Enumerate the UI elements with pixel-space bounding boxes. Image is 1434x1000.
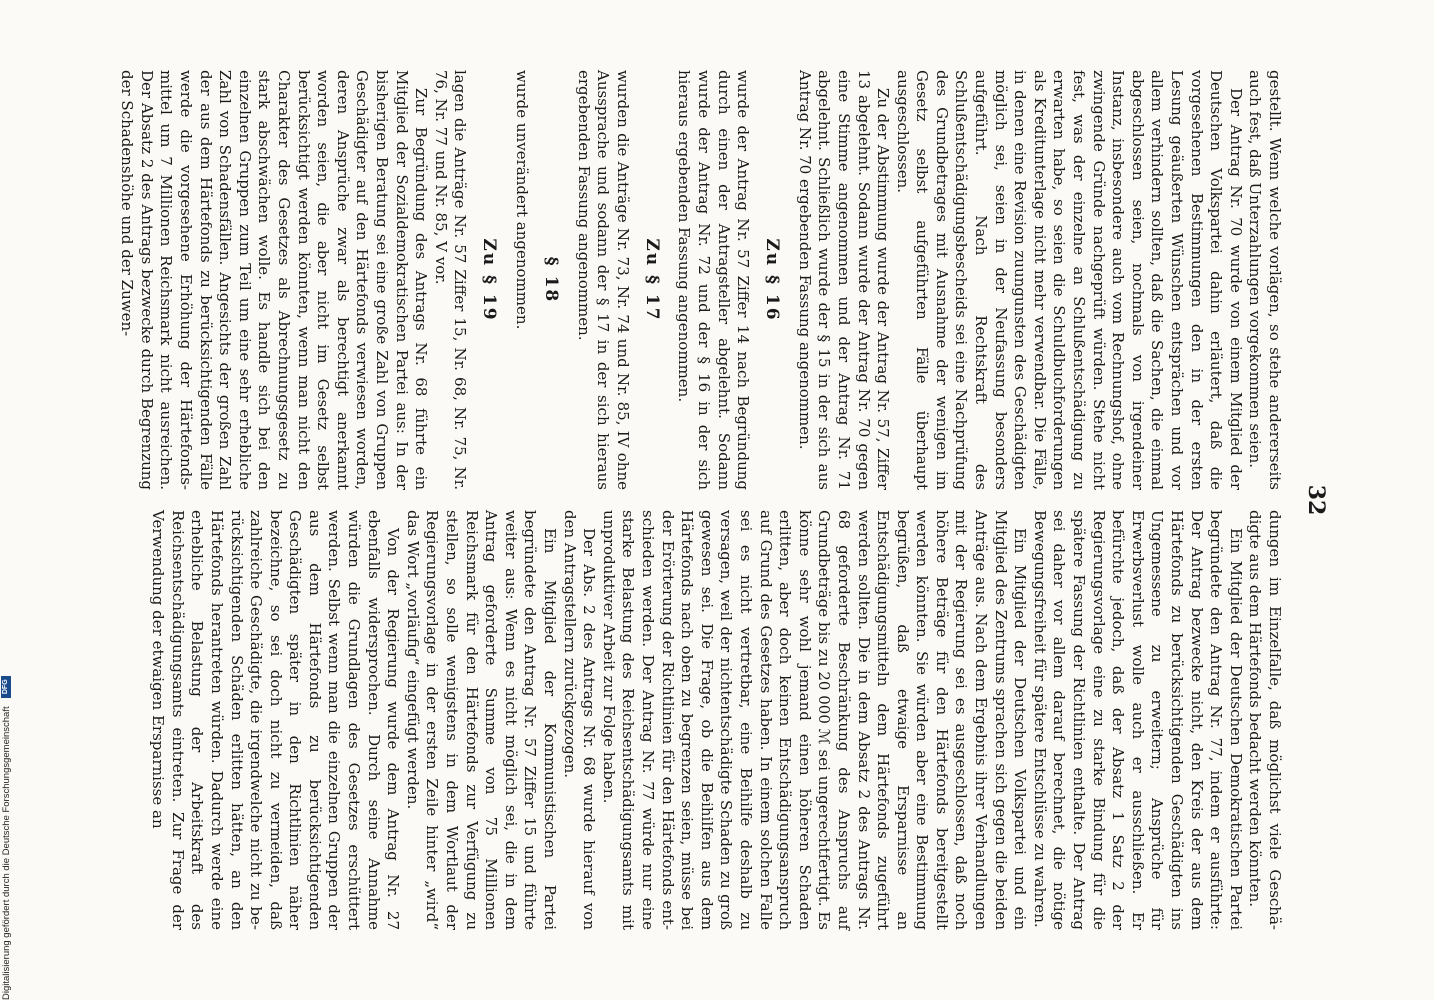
paragraph: wurde unverändert angenommen. [513,70,531,330]
footer-caption: Digitalisierung gefördert durch die Deutsche Forschungsgemeinschaft [1,706,12,1000]
page-number: 32 [1303,484,1329,516]
dfg-footer-text [0,0,14,1000]
paragraph: Der Abs. 2 des Antrags Nr. 68 wurde hierauf von den Antragstellern zurückgezogen. [560,510,599,930]
paragraph: Zur Begründung des Antrags Nr. 68 führte ein Mitglied der Sozialdemokratischen Partei aus: In der bisherigen Beratung sei eine große Zahl von Gruppen Geschädigter auf den Härtefonds verwiesen worden, deren Ansprüche zwar als berechtigt anerkannt worden seien, die aber nicht im Gesetz selbst berücksichtigt werden könnten, wenn man nicht den Charakter des Gesetzes als Abrechnungsgesetz zu stark abschwächen wolle. Es handle sich bei den einzelnen Gruppen zum Teil um eine sehr erhebliche Zahl von Schadensfällen. Angesichts der großen Zahl der aus dem Härtefonds zu berücksichtigenden Fälle werde die vorgesehene Erhöhung der Härtefondsmittel um 7 Millionen Reichsmark nicht ausreichen. Der Absatz 2 des Antrags bezwecke durch Begrenzung der Schadenshöhe und der Zuwen- [118,70,431,490]
paragraph: wurden die Anträge Nr. 73, Nr. 74 und Nr. 85, IV ohne Aussprache und sodann der § 17 in der sich hieraus ergebenden Fassung angenommen. [574,70,632,490]
paragraph: Zu der Abstimmung wurde der Antrag Nr. 57, Ziffer 13 abgelehnt. Sodann wurde der Antrag Nr. 70 gegen eine Stimme angenommen und der Antrag Nr. 71 abgelehnt. Schließlich wurde der § 15 in der sich aus Antrag Nr. 70 ergebenden Fassung angenommen. [795,70,893,490]
rotated-printed-page [118,70,1329,930]
paragraph: lagen die Anträge Nr. 57 Ziffer 15, Nr. 68, Nr. 75, Nr. 76, Nr. 77 und Nr. 85, V vor. [431,70,470,490]
dfg-logo-icon: DFG [1,676,11,698]
section-heading-19: Zu § 19 [479,238,500,322]
paragraph: Der Antrag Nr. 70 wurde von einem Mitglied der Deutschen Volkspartei dahin erläutert, daß die vorgesehenen Bestimmungen den in der ersten Lesung geäußerten Wünschen entsprächen und vor allem verhindern sollten, daß die Sachen, die einmal abgeschlossen seien, nochmals von irgendeiner Instanz, insbesondere auch vom Rechnungshof, ohne zwingende Gründe nachgeprüft würden. Stehe nicht fest, was der einzelne an Schlußentschädigung zu erwarten habe, so seien die Schuldbuchforderungen als Kreditunterlage nicht mehr verwendbar. Die Fälle, in denen eine Revision zuungunsten des Geschädigten möglich sei, seien in der Neufassung besonders aufgeführt. Nach Rechtskraft des Schlußentschädigungsbescheids sei eine Nachprüfung des Grundbetrages mit Ausnahme der wenigen im Gesetz selbst aufgeführten Fälle überhaupt ausgeschlossen. [893,70,1245,490]
paragraph: gestellt. Wenn welche vorlägen, so stehe andererseits auch fest, daß Unterzahlungen vorgekommen seien. [1246,70,1284,490]
paragraph: Ein Mitglied der Deutschen Volkspartei und ein Mitglied des Zentrums sprachen sich gegen die beiden Anträge aus. Nach dem Ergebnis ihrer Verhandlungen mit der Regierung sei es ausgeschlossen, daß noch höhere Beträge für den Härtefonds bereitgestellt werden könnten. Sie würden aber eine Bestimmung begrüßen, daß etwaige Ersparnisse an Entschädigungsmitteln dem Härtefonds zugeführt werden sollten. Die in dem Absatz 2 des Antrags Nr. 68 geforderte Beschränkung des Anspruchs auf Grundbeträge bis zu 20 000 ℳ sei ungerechtfertigt. Es könne sehr wohl jemand einen höheren Schaden erlitten, aber doch keinen Entschädigungsanspruch auf Grund des Gesetzes haben. In einem solchen Falle sei es nicht vertretbar, eine Beihilfe deshalb zu versagen, weil der nichtentschädigte Schaden zu groß gewesen sei. Die Frage, ob die Beihilfen aus dem Härtefonds nach oben zu begrenzen seien, müsse bei der Erörterung der Richtlinien für den Härtefonds entschieden werden. Der Antrag Nr. 77 würde nur eine starke Belastung des Reichsentschädigungsamts mit unproduktiver Arbeit zur Folge haben. [599,510,1030,930]
paragraph: wurde der Antrag Nr. 57 Ziffer 14 nach Begründung durch einen der Antragsteller abgelehnt. Sodann wurde der Antrag Nr. 72 und der § 16 in der sich hieraus ergebenden Fassung angenommen. [675,70,753,490]
section-heading-17: Zu § 17 [641,238,662,322]
paragraph: Ein Mitglied der Deutschen Demokratischen Partei begründete den Antrag Nr. 77, indem er ausführte: Der Antrag bezwecke nicht, den Kreis der aus dem Härtefonds zu berücksichtigenden Geschädigten ins Ungemessene zu erweitern; Ansprüche für Erwerbsverlust wolle auch er ausschließen. Er befürchte jedoch, daß der Absatz 1 Satz 2 der Regierungsvorlage eine zu starke Bindung für die spätere Fassung der Richtlinien enthalte. Der Antrag sei daher vor allem darauf berechnet, die nötige Bewegungsfreiheit für spätere Entschlüsse zu wahren. [1030,510,1245,930]
section-heading-16: Zu § 16 [762,238,783,322]
paragraph: Ein Mitglied der Kommunistischen Partei begründete den Antrag Nr. 57 Ziffer 15 und führte weiter aus: Wenn es nicht möglich sei, die in dem Antrag geforderte Summe von 75 Millionen Reichsmark für den Härtefonds zur Verfügung zu stellen, so solle wenigstens in dem Wortlaut der Regierungsvorlage in der ersten Zeile hinter „wird“ das Wort „vorläufig“ eingefügt werden. [403,510,560,930]
section-heading-18: § 18 [541,256,561,304]
dfg-footer-strip [0,0,14,1000]
text-column-left [118,70,1284,490]
paragraph: dungen im Einzelfalle, daß möglichst viele Geschädigte aus dem Härtefonds bedacht werden könnten. [1246,510,1284,930]
paragraph: Von der Regierung wurde dem Antrag Nr. 27 ebenfalls widersprochen. Durch seine Annahme würden die Grundlagen des Gesetzes erschüttert werden. Selbst wenn man die einzelnen Gruppen der aus dem Härtefonds zu berücksichtigenden Geschädigten später in den Richtlinien näher bezeichne, so sei doch nicht zu vermeiden, daß zahlreiche Geschädigte, die irgendwelche nicht zu berücksichtigenden Schäden erlitten hätten, an den Härtefonds herantreten würden. Dadurch werde eine erhebliche Belastung der Arbeitskraft des Reichsentschädigungsamts eintreten. Zur Frage der Verwendung der etwaigen Ersparnisse an [149,510,403,930]
text-column-right [134,510,1284,930]
